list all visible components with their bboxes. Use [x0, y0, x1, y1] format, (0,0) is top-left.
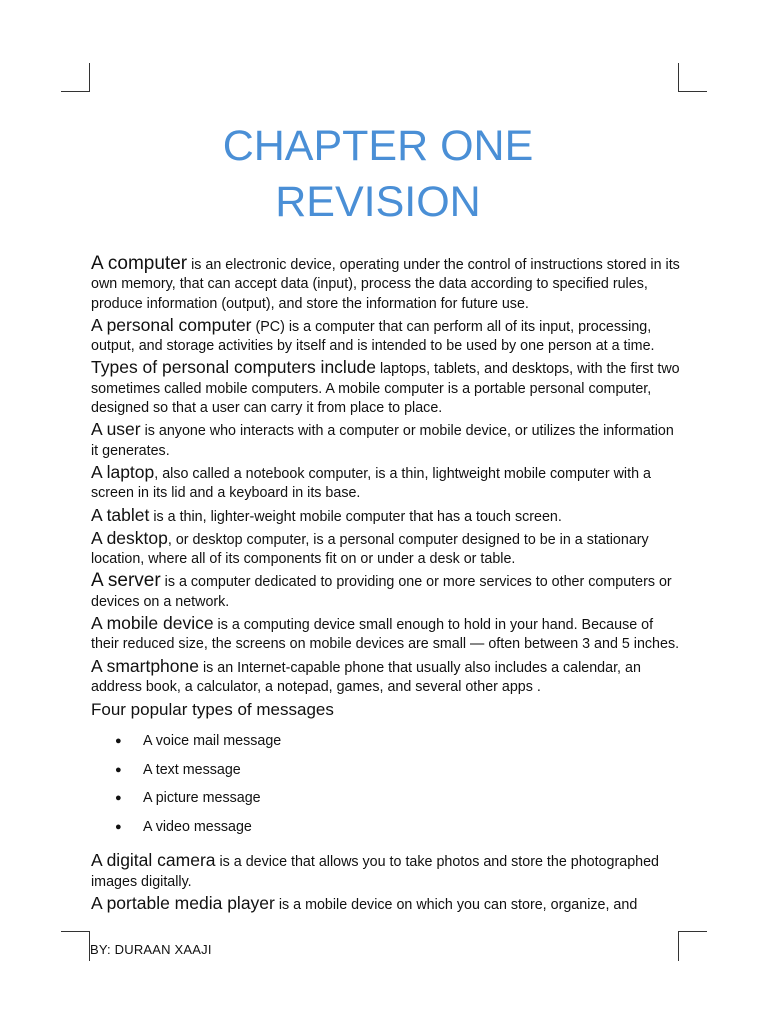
page-title-line-2: REVISION [275, 178, 481, 226]
crop-mark-bottom-right [678, 931, 679, 961]
bullet-icon: ● [115, 792, 122, 805]
term: A tablet [91, 504, 150, 525]
definition: is an electronic device, operating under the control of instructions stored in its own memory, that can accept data (input), process the data according to specified rules, produce information (output), and store the information for future use. [91, 257, 680, 312]
definition: is a mobile device on which you can store, organize, and [274, 896, 638, 913]
term: A smartphone [91, 655, 199, 676]
paragraph-laptop [91, 463, 681, 504]
term: A computer [91, 253, 188, 274]
term: A laptop [91, 461, 155, 482]
document-body [91, 254, 681, 917]
bullet-icon: ● [115, 820, 122, 833]
definition: , also called a notebook computer, is a thin, lightweight mobile computer with a screen in its lid and a keyboard in its base. [91, 465, 651, 502]
term: A mobile device [91, 613, 214, 634]
list-item [91, 784, 681, 813]
list-item-text: A text message [143, 761, 241, 778]
messages-heading: Four popular types of messages [91, 700, 334, 720]
paragraph-server [91, 571, 681, 612]
paragraph-personal-computer [91, 316, 681, 357]
list-item-text: A picture message [143, 790, 261, 807]
term: A personal computer [91, 314, 252, 335]
definition: is a computer dedicated to providing one or more services to other computers or devices on a network. [91, 574, 672, 610]
crop-mark-top-left [61, 91, 90, 92]
page-footer-author: BY: DURAAN XAAJI [90, 942, 212, 957]
definition: (PC) is a computer that can perform all of its input, processing, output, and storage activities by itself and is intended to be used by one person at a time. [91, 318, 655, 355]
definition: is a device that allows you to take photos and store the photographed images digitally. [91, 854, 660, 890]
paragraph-computer [91, 254, 681, 314]
paragraph-types-of-personal-computers [91, 358, 681, 418]
definition: , or desktop computer, is a personal computer designed to be in a stationary location, where all of its components fit on or under a desk or table. [91, 531, 649, 568]
paragraph-desktop [91, 529, 681, 570]
page-title [0, 118, 756, 230]
paragraph-mobile-device [91, 614, 681, 655]
crop-mark-top-right [678, 91, 707, 92]
bullet-icon: ● [115, 735, 122, 748]
crop-mark-bottom-left [61, 931, 90, 932]
definition: is an Internet-capable phone that usually also includes a calendar, an address book, a calculator, a notepad, games, and several other apps . [91, 659, 641, 695]
list-item [91, 756, 681, 785]
term: A user [91, 419, 141, 440]
term: A server [91, 570, 161, 592]
definition: is a computing device small enough to hold in your hand. Because of their reduced size, the screens on mobile devices are small — often between 3 and 5 inches. [91, 617, 680, 653]
list-item [91, 813, 681, 842]
list-item-text: A video message [143, 818, 252, 835]
term: A digital camera [91, 850, 216, 871]
list-item [91, 727, 681, 756]
messages-list [91, 727, 681, 841]
term: A portable media player [91, 892, 275, 913]
paragraph-portable-media-player [91, 894, 681, 915]
page-title-line-1: CHAPTER ONE [222, 122, 534, 170]
paragraph-tablet [91, 506, 681, 527]
definition: is a thin, lighter-weight mobile computer that has a touch screen. [149, 508, 562, 525]
bullet-icon: ● [115, 763, 122, 776]
crop-mark-bottom-right [678, 931, 707, 932]
term: Types of personal computers include [91, 357, 377, 378]
crop-mark-top-left [89, 63, 90, 91]
crop-mark-top-right [678, 63, 679, 91]
term: A desktop [91, 527, 168, 548]
definition: is anyone who interacts with a computer or mobile device, or utilizes the information it generates. [91, 423, 674, 459]
paragraph-user [91, 420, 681, 461]
list-item-text: A voice mail message [143, 733, 282, 750]
definition: laptops, tablets, and desktops, with the first two sometimes called mobile computers. A mobile computer is a portable personal computer, designed so that a user can carry it from place to place. [91, 361, 680, 417]
paragraph-smartphone [91, 657, 681, 698]
paragraph-digital-camera [91, 851, 681, 892]
